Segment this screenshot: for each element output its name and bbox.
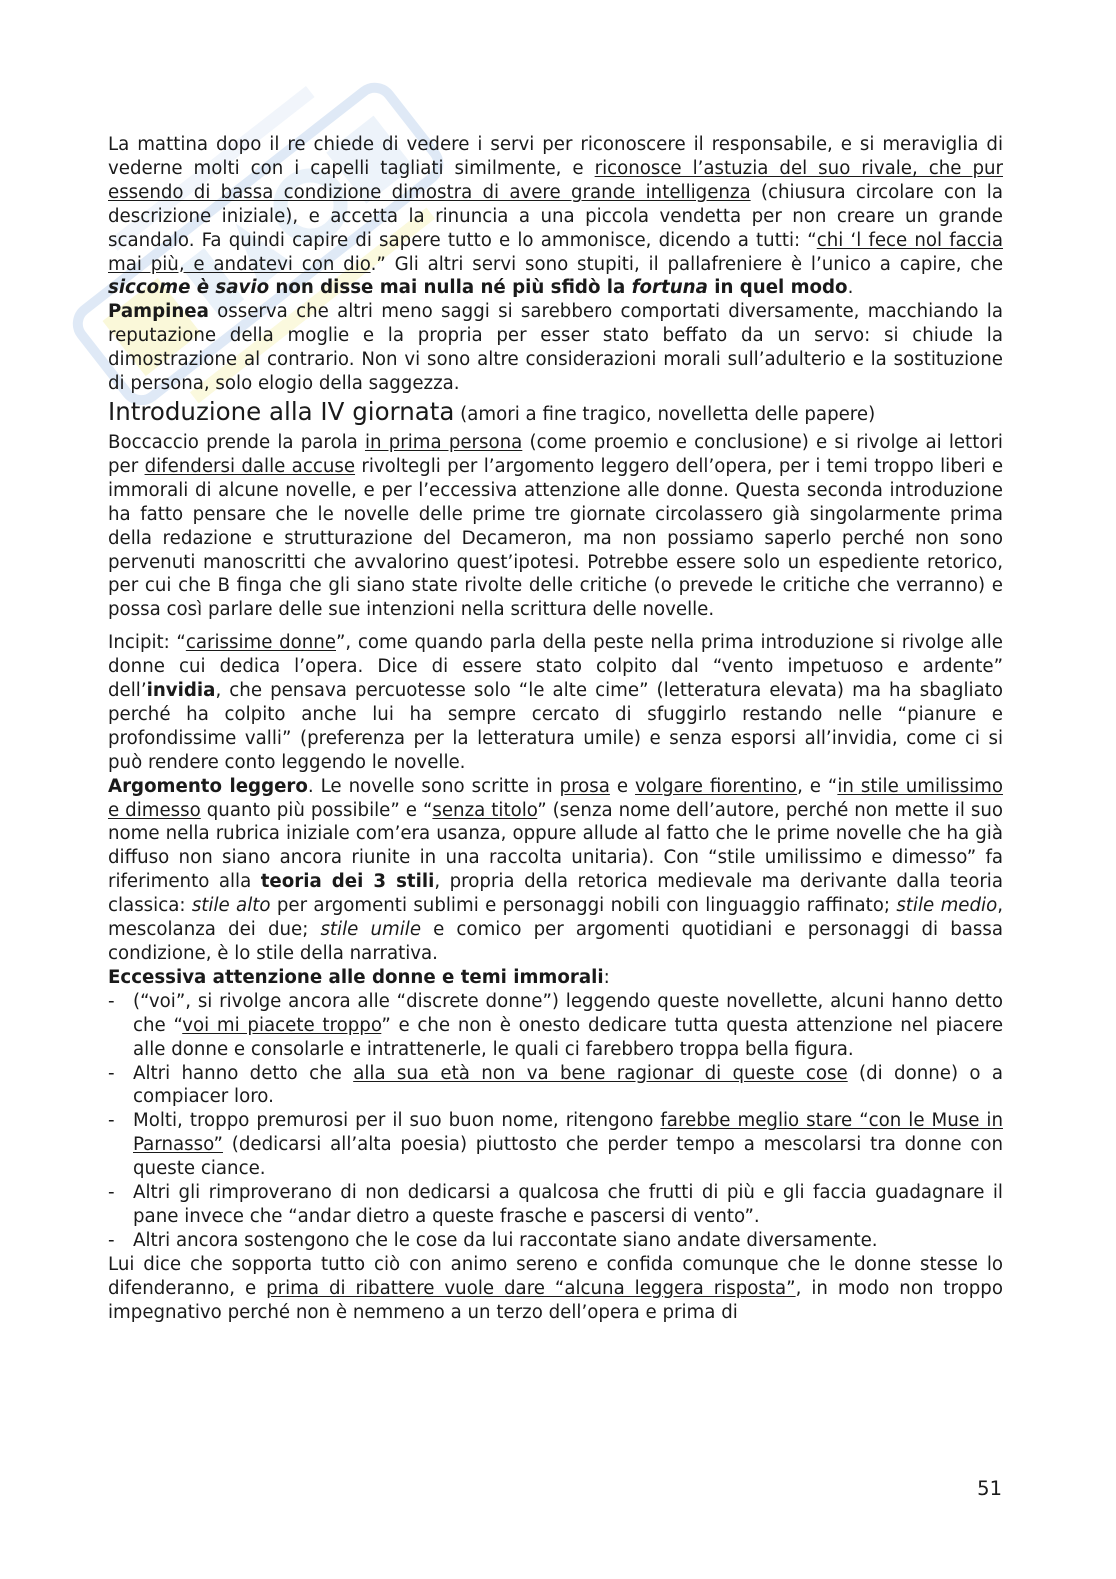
text-span: Altri gli rimproverano di non dedicarsi a qualcosa che frutti di più e gli faccia guadagnare il pane invece che “andar dietro a queste frasche e pascersi di vento”. (133, 1182, 1003, 1227)
text-span: , mescolanza dei due; (108, 895, 1003, 941)
text-span: , che pensava percuotesse solo “le alte cime” (letteratura elevata) ma ha sbagliato perché ha colpito anche lui ha sempre cercato di sfuggirlo restando nelle “pianure e profondissime valli” (preferenza per la letteratura umile) e senza esporsi all’invidia, come ci si può rendere conto leggendo le novelle. (108, 680, 1003, 773)
bold-italic-text: siccome è savio (108, 277, 270, 299)
page-number: 51 (977, 1477, 1002, 1500)
text-span: , in modo non troppo impegnativo perché non è nemmeno a un terzo dell’opera e prima di (108, 1277, 1003, 1323)
paragraph-incipit (108, 631, 1003, 774)
underlined-text: prima di ribattere vuole dare “alcuna leggera risposta” (266, 1277, 796, 1299)
bold-text: Eccessiva attenzione alle donne e temi immorali (108, 966, 604, 988)
underlined-text: alla sua età non va bene ragionar di queste cose (353, 1062, 848, 1084)
underlined-text: difendersi dalle accuse (144, 455, 356, 477)
text-span: per argomenti sublimi e personaggi nobili con linguaggio raffinato; (270, 895, 897, 917)
underlined-text: in prima persona (364, 431, 523, 453)
underlined-text: volgare fiorentino (635, 775, 798, 797)
text-span: (come proemio e conclusione) e si rivolge ai lettori per (108, 431, 1003, 477)
criticism-list (108, 990, 1003, 1253)
text-span: Boccaccio prende la parola (108, 431, 365, 453)
bold-text: non disse mai nulla né più sfidò la (269, 277, 632, 299)
underlined-quote: chi ‘l fece nol faccia mai più, e andatevi con dio (108, 229, 1004, 275)
section-heading (108, 396, 1003, 431)
heading-title: Introduzione alla IV giornata (108, 396, 455, 426)
list-item (108, 1181, 1003, 1229)
underlined-text: prosa (559, 775, 610, 797)
italic-text: stile umile (320, 919, 422, 941)
text-span: , propria della retorica medievale ma derivante dalla teoria classica: (108, 871, 1003, 917)
text-span: La mattina dopo il re chiede di vedere i servi per riconoscere il responsabile, e si meraviglia di vederne molti con i capelli tagliati similmente, e (108, 134, 1003, 179)
text-span: Molti, troppo premurosi per il suo buon nome, ritengono (133, 1110, 661, 1132)
underlined-text: carissime donne (185, 632, 336, 654)
text-span: (chiusura circolare con la descrizione iniziale), e accetta la rinuncia a una piccola vendetta per non creare un grande scandalo. Fa quindi capire di sapere tutto e lo ammonisce, dicendo a tutti: “ (108, 181, 1003, 251)
paragraph-eccessiva-attenzione (108, 966, 1003, 990)
text-span: rivoltegli per l’argomento leggero dell’opera, per i temi troppo liberi e immorali di alcune novelle, e per l’eccessiva attenzione alle donne. Questa seconda introduzione ha fatto pensare che le novelle delle prime tre giornate circolassero già singolarmente prima della redazione e strutturazione del Decameron, ma non possiamo saperlo perché non sono pervenuti manoscritti che avvalorino quest’ipotesi. Potrebbe essere solo un espediente retorico, per cui che B finga che gli siano state rivolte delle critiche (o prevede le critiche che verranno) e possa così parlare delle sue intenzioni nella scrittura delle novelle. (108, 455, 1004, 621)
italic-text: stile medio (896, 895, 998, 917)
underlined-text: voi mi piacete troppo (182, 1014, 382, 1036)
list-item (108, 1062, 1003, 1110)
text-span: : (603, 966, 610, 988)
text-span: (di donne) o a compiacer loro. (133, 1062, 1003, 1108)
underlined-text: in stile umilissimo e dimesso (108, 775, 1003, 821)
text-span: ” e che non è onesto dedicare tutta questa attenzione nel piacere alle donne e consolarle e intrattenerle, le quali ci farebbero troppa bella figura. (133, 1014, 1004, 1060)
text-span: quanto più possibile” e “ (200, 799, 433, 821)
text-span: Lui dice che sopporta tutto ciò con animo sereno e confida comunque che le donne stesse lo difenderanno, e (108, 1253, 1003, 1299)
paragraph-lui-dice (108, 1253, 1003, 1325)
page-content (108, 133, 1003, 1325)
text-span: Altri ancora sostengono che le cose da lui raccontate siano andate diversamente. (133, 1229, 878, 1251)
text-span: Incipit: “ (108, 632, 186, 654)
text-span: e comico per argomenti quotidiani e personaggi di bassa condizione, è lo stile della narrativa. (108, 919, 1003, 964)
bold-text: Pampinea (108, 301, 209, 323)
list-item (108, 1109, 1003, 1181)
text-span: e (609, 775, 635, 797)
list-item (108, 1229, 1003, 1253)
bold-text: teoria dei 3 stili (260, 871, 435, 893)
bold-italic-text: fortuna (631, 277, 708, 299)
text-span: (“voi”, si rivolge ancora alle “discrete donne”) leggendo queste novellette, alcuni hanno detto che “ (133, 990, 1003, 1036)
text-span: . (847, 277, 854, 299)
underlined-text: senza titolo (432, 799, 538, 821)
paragraph-boccaccio-prende-parola (108, 431, 1003, 622)
text-span: ”, come quando parla della peste nella prima introduzione si rivolge alle donne cui dedica l’opera. Dice di essere stato colpito dal “vento impetuoso e ardente” dell’ (108, 632, 1003, 702)
paragraph-pampinea (108, 300, 1003, 396)
bold-text: in quel modo (707, 277, 848, 299)
text-span: ” (senza nome dell’autore, perché non mette il suo nome nella rubrica iniziale com’era usanza, oppure allude al fatto che le prime novelle che ha già diffuso non siano ancora riunite in una raccolta unitaria). Con “stile umilissimo e dimesso” fa riferimento alla (108, 799, 1004, 893)
text-span: Altri hanno detto che (133, 1062, 354, 1084)
underlined-text: farebbe meglio stare “con le Muse in Parnasso” (133, 1110, 1003, 1156)
list-item (108, 990, 1003, 1062)
paragraph-argomento-leggero (108, 775, 1003, 966)
text-span: . Le novelle sono scritte in (307, 775, 560, 797)
heading-subtitle: (amori a fine tragico, novelletta delle papere) (454, 403, 876, 425)
text-span: .” Gli altri servi sono stupiti, il pallafreniere è l’unico a capire, che (370, 253, 1004, 275)
underlined-text: riconosce l’astuzia del suo rivale, che pur essendo di bassa condizione dimostra di avere grande intelligenza (108, 157, 1003, 203)
text-span: (dedicarsi all’alta poesia) piuttosto che perder tempo a mescolarsi tra donne con queste ciance. (133, 1134, 1003, 1180)
text-span: , e “ (797, 775, 838, 797)
bold-text: invidia (146, 680, 216, 702)
italic-text: stile alto (191, 895, 271, 917)
paragraph-re-chiede-servi (108, 133, 1003, 300)
bold-text: Argomento leggero (108, 775, 308, 797)
text-span: osserva che altri meno saggi si sarebbero comportati diversamente, macchiando la reputazione della moglie e la propria per esser stato beffato da un servo: si chiude la dimostrazione al contrario. Non vi sono altre considerazioni morali sull’adulterio e la sostituzione di persona, solo elogio della saggezza. (108, 301, 1003, 395)
